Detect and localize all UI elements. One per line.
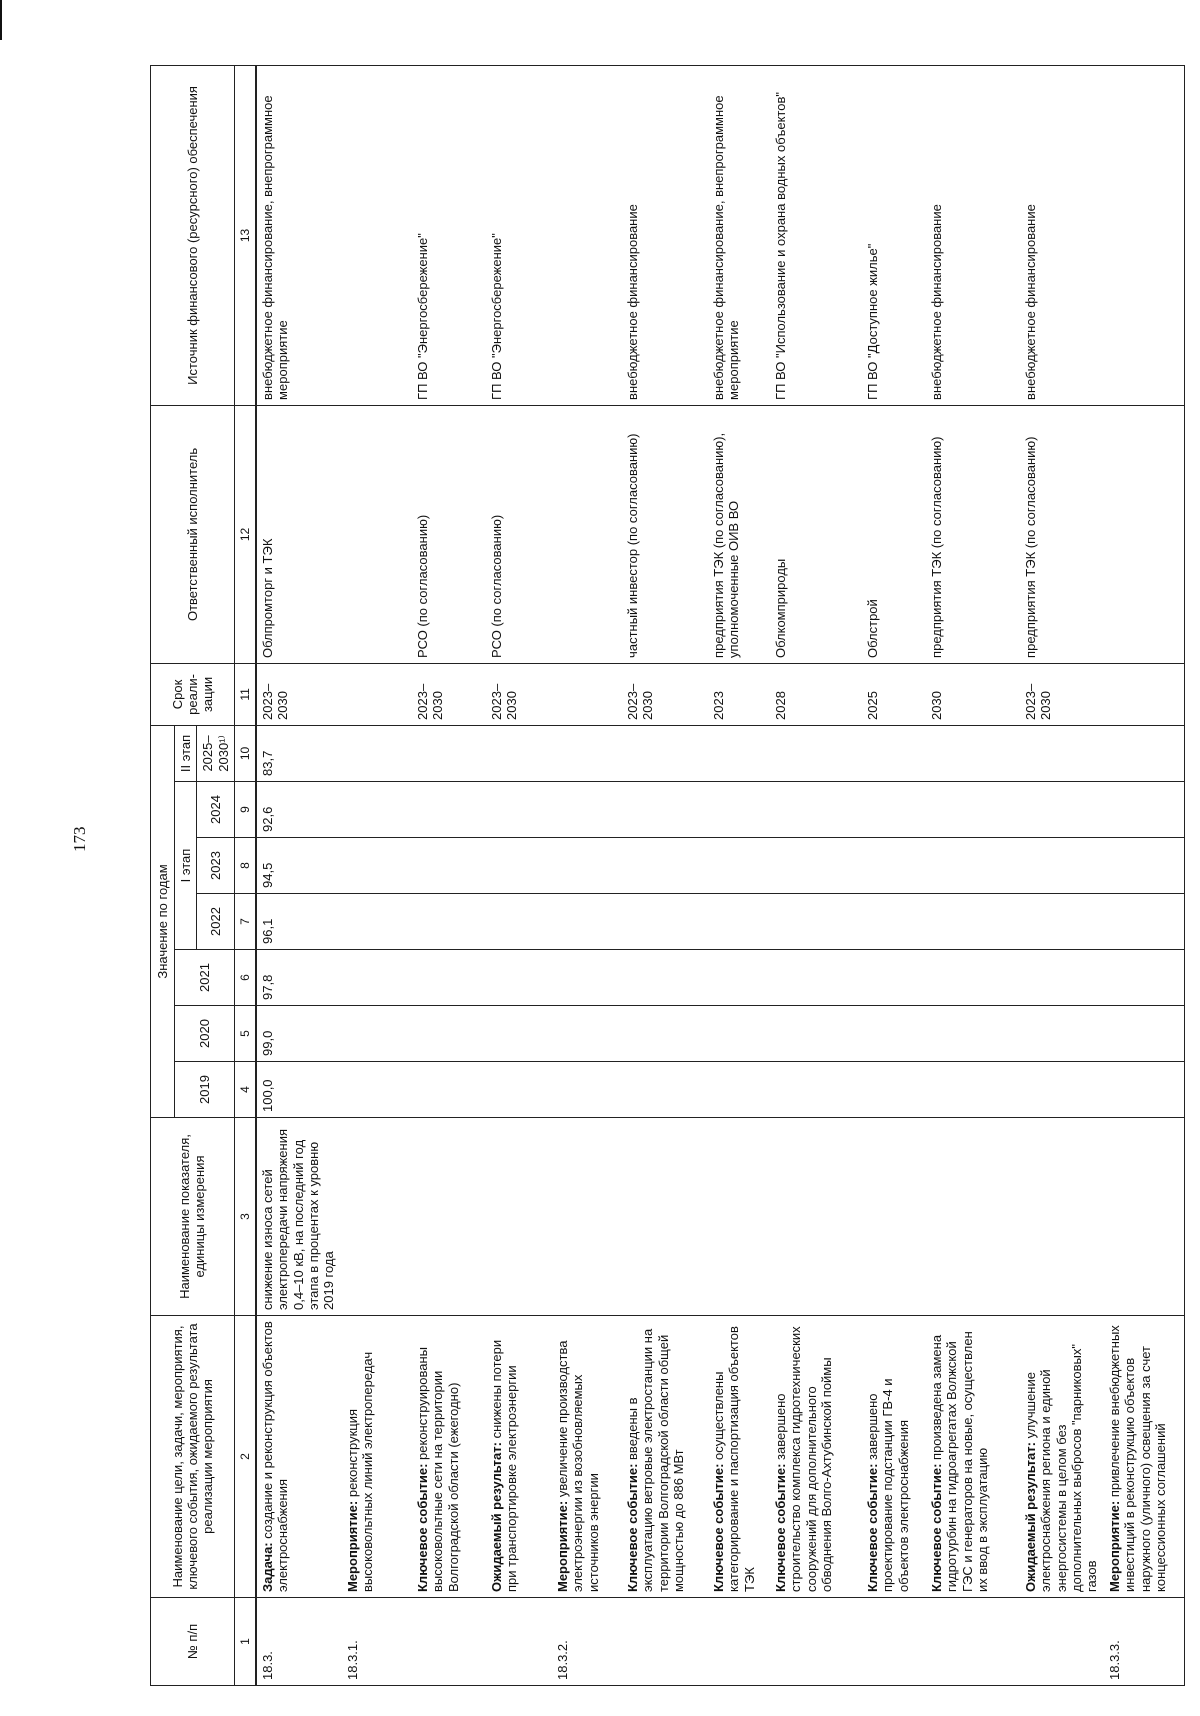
row-number: 18.3. — [256, 1598, 342, 1686]
row-source: внебюджетное финансирование — [926, 65, 1020, 405]
table-row — [926, 65, 1020, 1685]
row-name-text: завершено строительство комплекса гидротехнических сооружений для дополнительного обводнения Волго-Ахтубинской поймы — [773, 1326, 835, 1592]
column-number: 4 — [234, 1062, 256, 1118]
row-value — [708, 782, 770, 838]
row-name-label: Мероприятие: — [345, 1500, 361, 1592]
row-name-label: Мероприятие: — [555, 1500, 571, 1592]
row-value — [622, 782, 708, 838]
row-value — [1020, 838, 1104, 894]
row-number — [622, 1598, 708, 1686]
row-value: 96,1 — [256, 894, 342, 950]
row-value — [862, 1006, 926, 1062]
table-row — [486, 65, 552, 1685]
row-number — [1020, 1598, 1104, 1686]
row-value — [342, 1006, 412, 1062]
column-number: 11 — [234, 663, 256, 725]
row-name-text: привлечение внебюджетных инвестиций в реконструкцию объектов наружного (уличного) освещения за счет концессионных соглашений — [1107, 1325, 1169, 1592]
row-term: 2028 — [770, 663, 862, 725]
row-name-label: Задача: — [260, 1542, 276, 1592]
row-source: внебюджетное финансирование — [1020, 65, 1104, 405]
row-number — [708, 1598, 770, 1686]
row-value — [1020, 894, 1104, 950]
row-value — [1104, 1062, 1184, 1118]
row-indicator — [552, 1118, 622, 1316]
row-name — [708, 1316, 770, 1598]
row-term: 2023–2030 — [1020, 663, 1104, 725]
row-number — [412, 1598, 486, 1686]
row-value: 83,7 — [256, 725, 342, 781]
row-value — [486, 1062, 552, 1118]
row-value: 97,8 — [256, 950, 342, 1006]
column-number: 5 — [234, 1006, 256, 1062]
column-number: 13 — [234, 65, 256, 405]
row-value — [770, 950, 862, 1006]
table-row — [622, 65, 708, 1685]
row-value — [552, 725, 622, 781]
row-value — [552, 894, 622, 950]
table-row — [1104, 65, 1184, 1685]
row-value — [1020, 782, 1104, 838]
row-source: внебюджетное финансирование, внепрограммное мероприятие — [708, 65, 770, 405]
row-term: 2023–2030 — [412, 663, 486, 725]
row-value — [486, 782, 552, 838]
row-value — [1104, 782, 1184, 838]
header-values-by-year: Значение по годам — [151, 725, 175, 1117]
row-name-text: снижены потери при транспортировке электроэнергии — [489, 1339, 520, 1592]
row-value — [412, 894, 486, 950]
row-value — [552, 950, 622, 1006]
row-value — [1020, 1006, 1104, 1062]
row-value — [770, 1006, 862, 1062]
row-value — [552, 1062, 622, 1118]
column-number: 2 — [234, 1316, 256, 1598]
row-executor: Облстрой — [862, 405, 926, 663]
table-wrapper — [150, 66, 1195, 1686]
row-value — [552, 782, 622, 838]
row-name-text: произведена замена гидротурбин на гидроагрегатах Волжской ГЭС и генераторов на новые, осуществлен их ввод в эксплуатацию — [929, 1331, 991, 1592]
row-source: ГП ВО "Использование и охрана водных объектов" — [770, 65, 862, 405]
row-executor — [1104, 405, 1184, 663]
row-indicator — [770, 1118, 862, 1316]
row-indicator — [1020, 1118, 1104, 1316]
row-name — [412, 1316, 486, 1598]
row-indicator — [926, 1118, 1020, 1316]
row-value — [1020, 1062, 1104, 1118]
row-value — [486, 1006, 552, 1062]
row-value — [622, 838, 708, 894]
row-executor: РСО (по согласованию) — [412, 405, 486, 663]
plan-table — [150, 65, 1185, 1686]
row-value — [862, 782, 926, 838]
header-name: Наименование цели, задачи, мероприятия, ключевого события, ожидаемого результата реализации мероприятия — [151, 1316, 235, 1598]
row-name-label: Мероприятие: — [1107, 1500, 1123, 1592]
header-indicator: Наименование показателя, единицы измерения — [151, 1118, 235, 1316]
row-executor: частный инвестор (по согласованию) — [622, 405, 708, 663]
row-name-text: создание и реконструкция объектов электроснабжения — [260, 1321, 291, 1592]
header-term: Срок реали-зации — [151, 663, 235, 725]
row-value — [622, 1062, 708, 1118]
row-value — [1104, 950, 1184, 1006]
row-name-label: Ключевое событие: — [415, 1463, 431, 1592]
row-value — [926, 950, 1020, 1006]
row-value — [926, 725, 1020, 781]
row-name-label: Ожидаемый результат: — [1023, 1442, 1039, 1592]
row-value — [926, 782, 1020, 838]
row-indicator — [412, 1118, 486, 1316]
row-value — [708, 950, 770, 1006]
header-stage-1: I этап — [175, 782, 197, 950]
row-number: 18.3.3. — [1104, 1598, 1184, 1686]
row-number — [926, 1598, 1020, 1686]
row-name — [770, 1316, 862, 1598]
header-year: 2020 — [175, 1006, 235, 1062]
row-source: ГП ВО "Энергосбережение" — [412, 65, 486, 405]
row-source: ГП ВО "Доступное жилье" — [862, 65, 926, 405]
row-name-text: реконструкция высоковольтных линий электропередач — [345, 1351, 376, 1592]
header-source: Источник финансового (ресурсного) обеспечения — [151, 65, 235, 405]
row-indicator: снижение износа сетей электропередачи напряжения 0,4–10 кВ, на последний год этапа в процентах к уровню 2019 года — [256, 1118, 342, 1316]
row-value — [862, 1062, 926, 1118]
row-name-label: Ключевое событие: — [711, 1463, 727, 1592]
scan-edge — [0, 0, 2, 40]
row-value — [412, 838, 486, 894]
row-executor — [552, 405, 622, 663]
row-value — [486, 838, 552, 894]
row-source: внебюджетное финансирование, внепрограммное мероприятие — [256, 65, 342, 405]
row-value — [412, 1006, 486, 1062]
row-value — [1104, 894, 1184, 950]
row-executor: предприятия ТЭК (по согласованию) — [926, 405, 1020, 663]
row-value — [342, 782, 412, 838]
row-name-text: завершено проектирование подстанции ГВ-4 и объектов электроснабжения — [865, 1378, 911, 1592]
row-executor: РСО (по согласованию) — [486, 405, 552, 663]
row-value — [770, 782, 862, 838]
row-number: 18.3.2. — [552, 1598, 622, 1686]
header-year: 2025–2030¹⁾ — [197, 725, 235, 781]
row-name — [1020, 1316, 1104, 1598]
row-indicator — [862, 1118, 926, 1316]
header-year: 2022 — [197, 894, 235, 950]
row-value — [926, 1006, 1020, 1062]
row-value — [1104, 838, 1184, 894]
row-name-label: Ключевое событие: — [773, 1463, 789, 1592]
row-value — [622, 1006, 708, 1062]
row-value — [770, 894, 862, 950]
row-value — [770, 838, 862, 894]
row-value — [342, 725, 412, 781]
row-term: 2023–2030 — [256, 663, 342, 725]
table-row — [256, 65, 342, 1685]
row-term: 2025 — [862, 663, 926, 725]
column-number: 6 — [234, 950, 256, 1006]
row-value — [622, 894, 708, 950]
row-value — [1104, 725, 1184, 781]
row-name — [926, 1316, 1020, 1598]
row-value — [412, 725, 486, 781]
page-number: 173 — [70, 826, 89, 852]
header-year: 2021 — [175, 950, 235, 1006]
row-source — [342, 65, 412, 405]
row-value — [862, 838, 926, 894]
row-term: 2023–2030 — [622, 663, 708, 725]
row-name — [486, 1316, 552, 1598]
row-name-label: Ожидаемый результат: — [489, 1442, 505, 1592]
row-value — [1020, 950, 1104, 1006]
row-executor — [342, 405, 412, 663]
row-name-text: реконструированы высоковольтные сети на территории Волгоградской области (ежегодно) — [415, 1346, 461, 1592]
row-name-text: увеличение производства электроэнергии из возобновляемых источников энергии — [555, 1340, 601, 1592]
row-value — [412, 782, 486, 838]
table-row — [1020, 65, 1104, 1685]
table-row — [342, 65, 412, 1685]
row-name — [622, 1316, 708, 1598]
column-number: 9 — [234, 782, 256, 838]
column-number: 8 — [234, 838, 256, 894]
row-number — [486, 1598, 552, 1686]
row-executor: Облпромторг и ТЭК — [256, 405, 342, 663]
row-name-text: улучшение электроснабжения региона и единой энергосистемы в целом без дополнительных выбросов "парниковых" газов — [1023, 1344, 1100, 1592]
row-value — [708, 725, 770, 781]
row-indicator — [342, 1118, 412, 1316]
header-executor: Ответственный исполнитель — [151, 405, 235, 663]
column-number: 3 — [234, 1118, 256, 1316]
header-year: 2019 — [175, 1062, 235, 1118]
row-value — [342, 894, 412, 950]
row-value — [1020, 725, 1104, 781]
row-number — [770, 1598, 862, 1686]
row-value — [486, 950, 552, 1006]
row-term — [342, 663, 412, 725]
row-value — [552, 838, 622, 894]
row-value — [622, 725, 708, 781]
row-value: 99,0 — [256, 1006, 342, 1062]
row-value — [412, 950, 486, 1006]
header-no: № п/п — [151, 1598, 235, 1686]
row-value — [412, 1062, 486, 1118]
row-value — [708, 838, 770, 894]
row-value — [342, 950, 412, 1006]
row-value — [622, 950, 708, 1006]
column-number: 1 — [234, 1598, 256, 1686]
row-name-label: Ключевое событие: — [625, 1463, 641, 1592]
row-executor: предприятия ТЭК (по согласованию) — [1020, 405, 1104, 663]
row-term: 2030 — [926, 663, 1020, 725]
row-source: ГП ВО "Энергосбережение" — [486, 65, 552, 405]
row-source: внебюджетное финансирование — [622, 65, 708, 405]
row-value — [1104, 1006, 1184, 1062]
row-value — [342, 838, 412, 894]
row-source — [552, 65, 622, 405]
row-value — [770, 725, 862, 781]
row-term — [552, 663, 622, 725]
row-value — [708, 894, 770, 950]
column-number: 10 — [234, 725, 256, 781]
row-indicator — [622, 1118, 708, 1316]
row-name — [862, 1316, 926, 1598]
row-value — [862, 894, 926, 950]
row-value: 100,0 — [256, 1062, 342, 1118]
row-name — [256, 1316, 342, 1598]
table-row — [412, 65, 486, 1685]
row-indicator — [486, 1118, 552, 1316]
row-term — [1104, 663, 1184, 725]
row-indicator — [708, 1118, 770, 1316]
table-row — [770, 65, 862, 1685]
header-year: 2024 — [197, 782, 235, 838]
row-value — [926, 894, 1020, 950]
column-number: 12 — [234, 405, 256, 663]
row-name — [1104, 1316, 1184, 1598]
row-name-label: Ключевое событие: — [865, 1463, 881, 1592]
row-value — [486, 725, 552, 781]
row-source — [1104, 65, 1184, 405]
row-indicator — [1104, 1118, 1184, 1316]
row-value — [926, 1062, 1020, 1118]
header-stage-2: II этап — [175, 725, 197, 781]
row-value — [342, 1062, 412, 1118]
row-name-label: Ключевое событие: — [929, 1463, 945, 1592]
row-value: 92,6 — [256, 782, 342, 838]
row-value: 94,5 — [256, 838, 342, 894]
row-number — [862, 1598, 926, 1686]
column-number: 7 — [234, 894, 256, 950]
row-value — [708, 1006, 770, 1062]
row-value — [862, 725, 926, 781]
row-value — [862, 950, 926, 1006]
table-row — [708, 65, 770, 1685]
row-name-text: осуществлены категорирование и паспортизация объектов ТЭК — [711, 1326, 757, 1592]
row-executor: Облкомприроды — [770, 405, 862, 663]
row-value — [926, 838, 1020, 894]
row-executor: предприятия ТЭК (по согласованию), уполномоченные ОИВ ВО — [708, 405, 770, 663]
row-number: 18.3.1. — [342, 1598, 412, 1686]
row-term: 2023–2030 — [486, 663, 552, 725]
row-value — [486, 894, 552, 950]
row-name — [552, 1316, 622, 1598]
table-row — [862, 65, 926, 1685]
row-name — [342, 1316, 412, 1598]
row-term: 2023 — [708, 663, 770, 725]
header-year: 2023 — [197, 838, 235, 894]
row-value — [770, 1062, 862, 1118]
row-value — [708, 1062, 770, 1118]
row-name-text: введены в эксплуатацию ветровые электростанции на территории Волгоградской области общей мощностью до 886 МВт — [625, 1328, 687, 1592]
row-value — [552, 1006, 622, 1062]
table-row — [552, 65, 622, 1685]
